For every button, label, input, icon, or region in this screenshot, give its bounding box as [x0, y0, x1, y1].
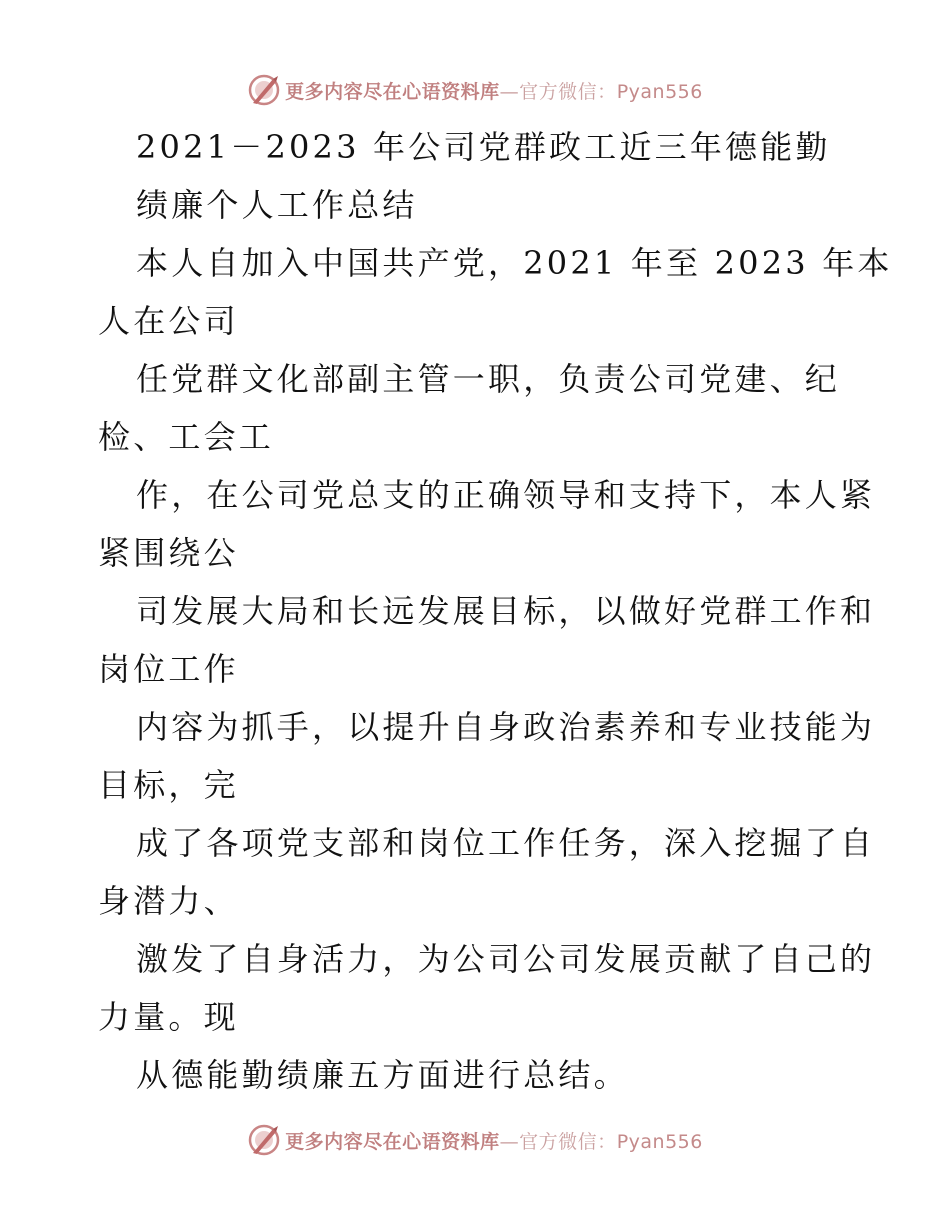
body-line: 司发展大局和长远发展目标，以做好党群工作和 [136, 592, 876, 630]
body-line: 作，在公司党总支的正确领导和支持下，本人紧 [136, 476, 876, 514]
watermark-dash: — [499, 1130, 520, 1153]
quill-logo-icon [247, 73, 281, 107]
document-title-line-2: 绩廉个人工作总结 [136, 186, 418, 224]
watermark-official-label: 官方微信： [519, 80, 617, 103]
watermark-wechat-id: Pyan556 [616, 1130, 703, 1153]
body-line: 目标，完 [98, 766, 239, 804]
body-line: 任党群文化部副主管一职，负责公司党建、纪 [136, 360, 841, 398]
quill-logo-icon [247, 1123, 281, 1157]
watermark-dash: — [499, 80, 520, 103]
body-line: 检、工会工 [98, 418, 275, 456]
watermark-site: 更多内容尽在心语资料库 [285, 80, 500, 103]
body-line: 从德能勤绩廉五方面进行总结。 [136, 1056, 629, 1094]
document-body [98, 118, 893, 1104]
watermark-official-label: 官方微信： [519, 1130, 617, 1153]
body-line: 力量。现 [98, 998, 239, 1036]
body-line: 岗位工作 [98, 650, 239, 688]
body-line: 内容为抓手，以提升自身政治素养和专业技能为 [136, 708, 876, 746]
watermark-wechat-id: Pyan556 [616, 80, 703, 103]
body-line: 紧围绕公 [98, 534, 239, 572]
document-title-line-1: 2021－2023 年公司党群政工近三年德能勤 [136, 128, 831, 166]
body-line: 本人自加入中国共产党，2021 年至 2023 年本 [136, 244, 893, 282]
footer-watermark [0, 1120, 950, 1160]
watermark-text [285, 1127, 703, 1154]
body-line: 身潜力、 [98, 882, 239, 920]
header-watermark [0, 70, 950, 110]
watermark-text [285, 77, 703, 104]
body-line: 成了各项党支部和岗位工作任务，深入挖掘了自 [136, 824, 876, 862]
body-line: 人在公司 [98, 302, 239, 340]
watermark-site: 更多内容尽在心语资料库 [285, 1130, 500, 1153]
body-line: 激发了自身活力，为公司公司发展贡献了自己的 [136, 940, 876, 978]
